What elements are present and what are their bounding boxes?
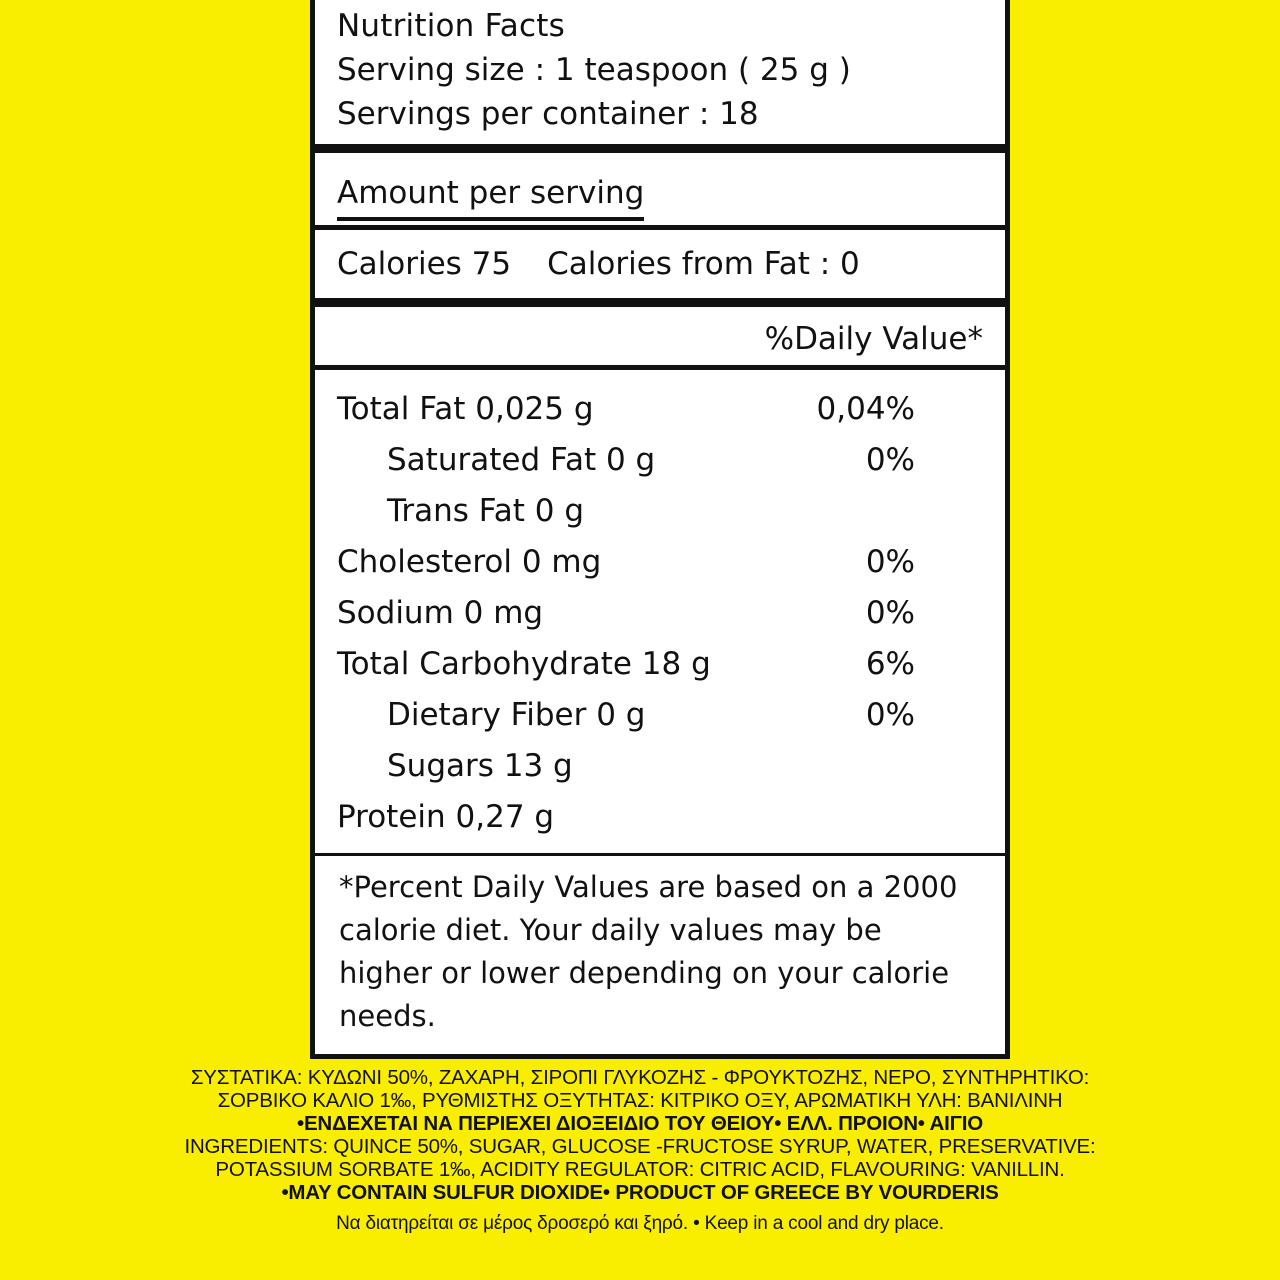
table-row (337, 486, 983, 537)
nutrient-name: Total Carbohydrate 18 g (337, 646, 711, 682)
calories-value: Calories 75 (337, 246, 512, 282)
daily-value-footnote: *Percent Daily Values are based on a 2000 calorie diet. Your daily values may be higher or lower depending on your calorie needs. (339, 870, 958, 1033)
nutrient-rows (315, 370, 1005, 853)
nutrition-facts-panel (310, 0, 1010, 1059)
nutrient-percent: 0% (865, 442, 915, 478)
servings-per-container-text: Servings per container : 18 (337, 96, 759, 132)
amount-per-serving-section (315, 153, 1005, 225)
table-row (337, 639, 983, 690)
nutrient-name: Dietary Fiber 0 g (387, 697, 646, 733)
page-title: Nutrition Facts (337, 8, 565, 44)
storage-instructions: Να διατηρείται σε μέρος δροσερό και ξηρό. • Keep in a cool and dry place. (336, 1213, 944, 1234)
allergen-warning-english: •MAY CONTAIN SULFUR DIOXIDE• PRODUCT OF GREECE BY VOURDERIS (281, 1181, 999, 1204)
divider-thick-1 (315, 144, 1005, 153)
nutrition-header (315, 0, 1005, 144)
nutrient-name: Total Fat 0,025 g (337, 391, 594, 427)
table-row (337, 537, 983, 588)
table-row (337, 384, 983, 435)
calories-from-fat-value: Calories from Fat : 0 (547, 246, 860, 282)
ingredients-line: POTASSIUM SORBATE 1‰, ACIDITY REGULATOR: CITRIC ACID, FLAVOURING: VANILLIN. (215, 1158, 1065, 1181)
nutrient-name: Sugars 13 g (387, 748, 573, 784)
nutrient-percent: 0% (865, 697, 915, 733)
nutrient-name: Sodium 0 mg (337, 595, 544, 631)
table-row (337, 588, 983, 639)
nutrient-name: Cholesterol 0 mg (337, 544, 602, 580)
serving-size-text: Serving size : 1 teaspoon ( 25 g ) (337, 52, 851, 88)
nutrient-percent: 0% (865, 544, 915, 580)
amount-per-serving-text: Amount per serving (337, 171, 644, 221)
calories-row (315, 230, 1005, 298)
ingredients-line: ΣΟΡΒΙΚΟ ΚΑΛΙΟ 1‰, ΡΥΘΜΙΣΤΗΣ ΟΞΥΤΗΤΑΣ: ΚΙΤΡΙΚΟ ΟΞΥ, ΑΡΩΜΑΤΙΚΗ ΥΛΗ: ΒΑΝΙΛΙΝΗ (217, 1089, 1063, 1112)
table-row (337, 792, 983, 843)
nutrient-percent: 6% (865, 646, 915, 682)
nutrient-percent: 0,04% (816, 391, 915, 427)
nutrient-name: Protein 0,27 g (337, 799, 555, 835)
daily-value-header: %Daily Value* (764, 321, 983, 357)
nutrient-name: Trans Fat 0 g (387, 493, 585, 529)
allergen-warning-greek: •ΕΝΔΕΧΕΤΑΙ ΝΑ ΠΕΡΙΕΧΕΙ ΔΙΟΞΕΙΔΙΟ ΤΟΥ ΘΕΙΟΥ• ΕΛΛ. ΠΡΟΙΟΝ• ΑΙΓΙΟ (296, 1112, 983, 1135)
table-row (337, 435, 983, 486)
ingredients-block (0, 1066, 1280, 1235)
ingredients-line: ΣΥΣΤΑΤΙΚΑ: ΚΥΔΩΝΙ 50%, ΖΑΧΑΡΗ, ΣΙΡΟΠΙ ΓΛΥΚΟΖΗΣ - ΦΡΟΥΚΤΟΖΗΣ, ΝΕΡΟ, ΣΥΝΤΗΡΗΤΙΚΟ: (190, 1066, 1090, 1089)
ingredients-line: INGREDIENTS: QUINCE 50%, SUGAR, GLUCOSE -FRUCTOSE SYRUP, WATER, PRESERVATIVE: (184, 1135, 1096, 1158)
nutrient-name: Saturated Fat 0 g (387, 442, 656, 478)
divider-thick-2 (315, 298, 1005, 307)
table-row (337, 690, 983, 741)
nutrient-percent: 0% (865, 595, 915, 631)
table-row (337, 741, 983, 792)
